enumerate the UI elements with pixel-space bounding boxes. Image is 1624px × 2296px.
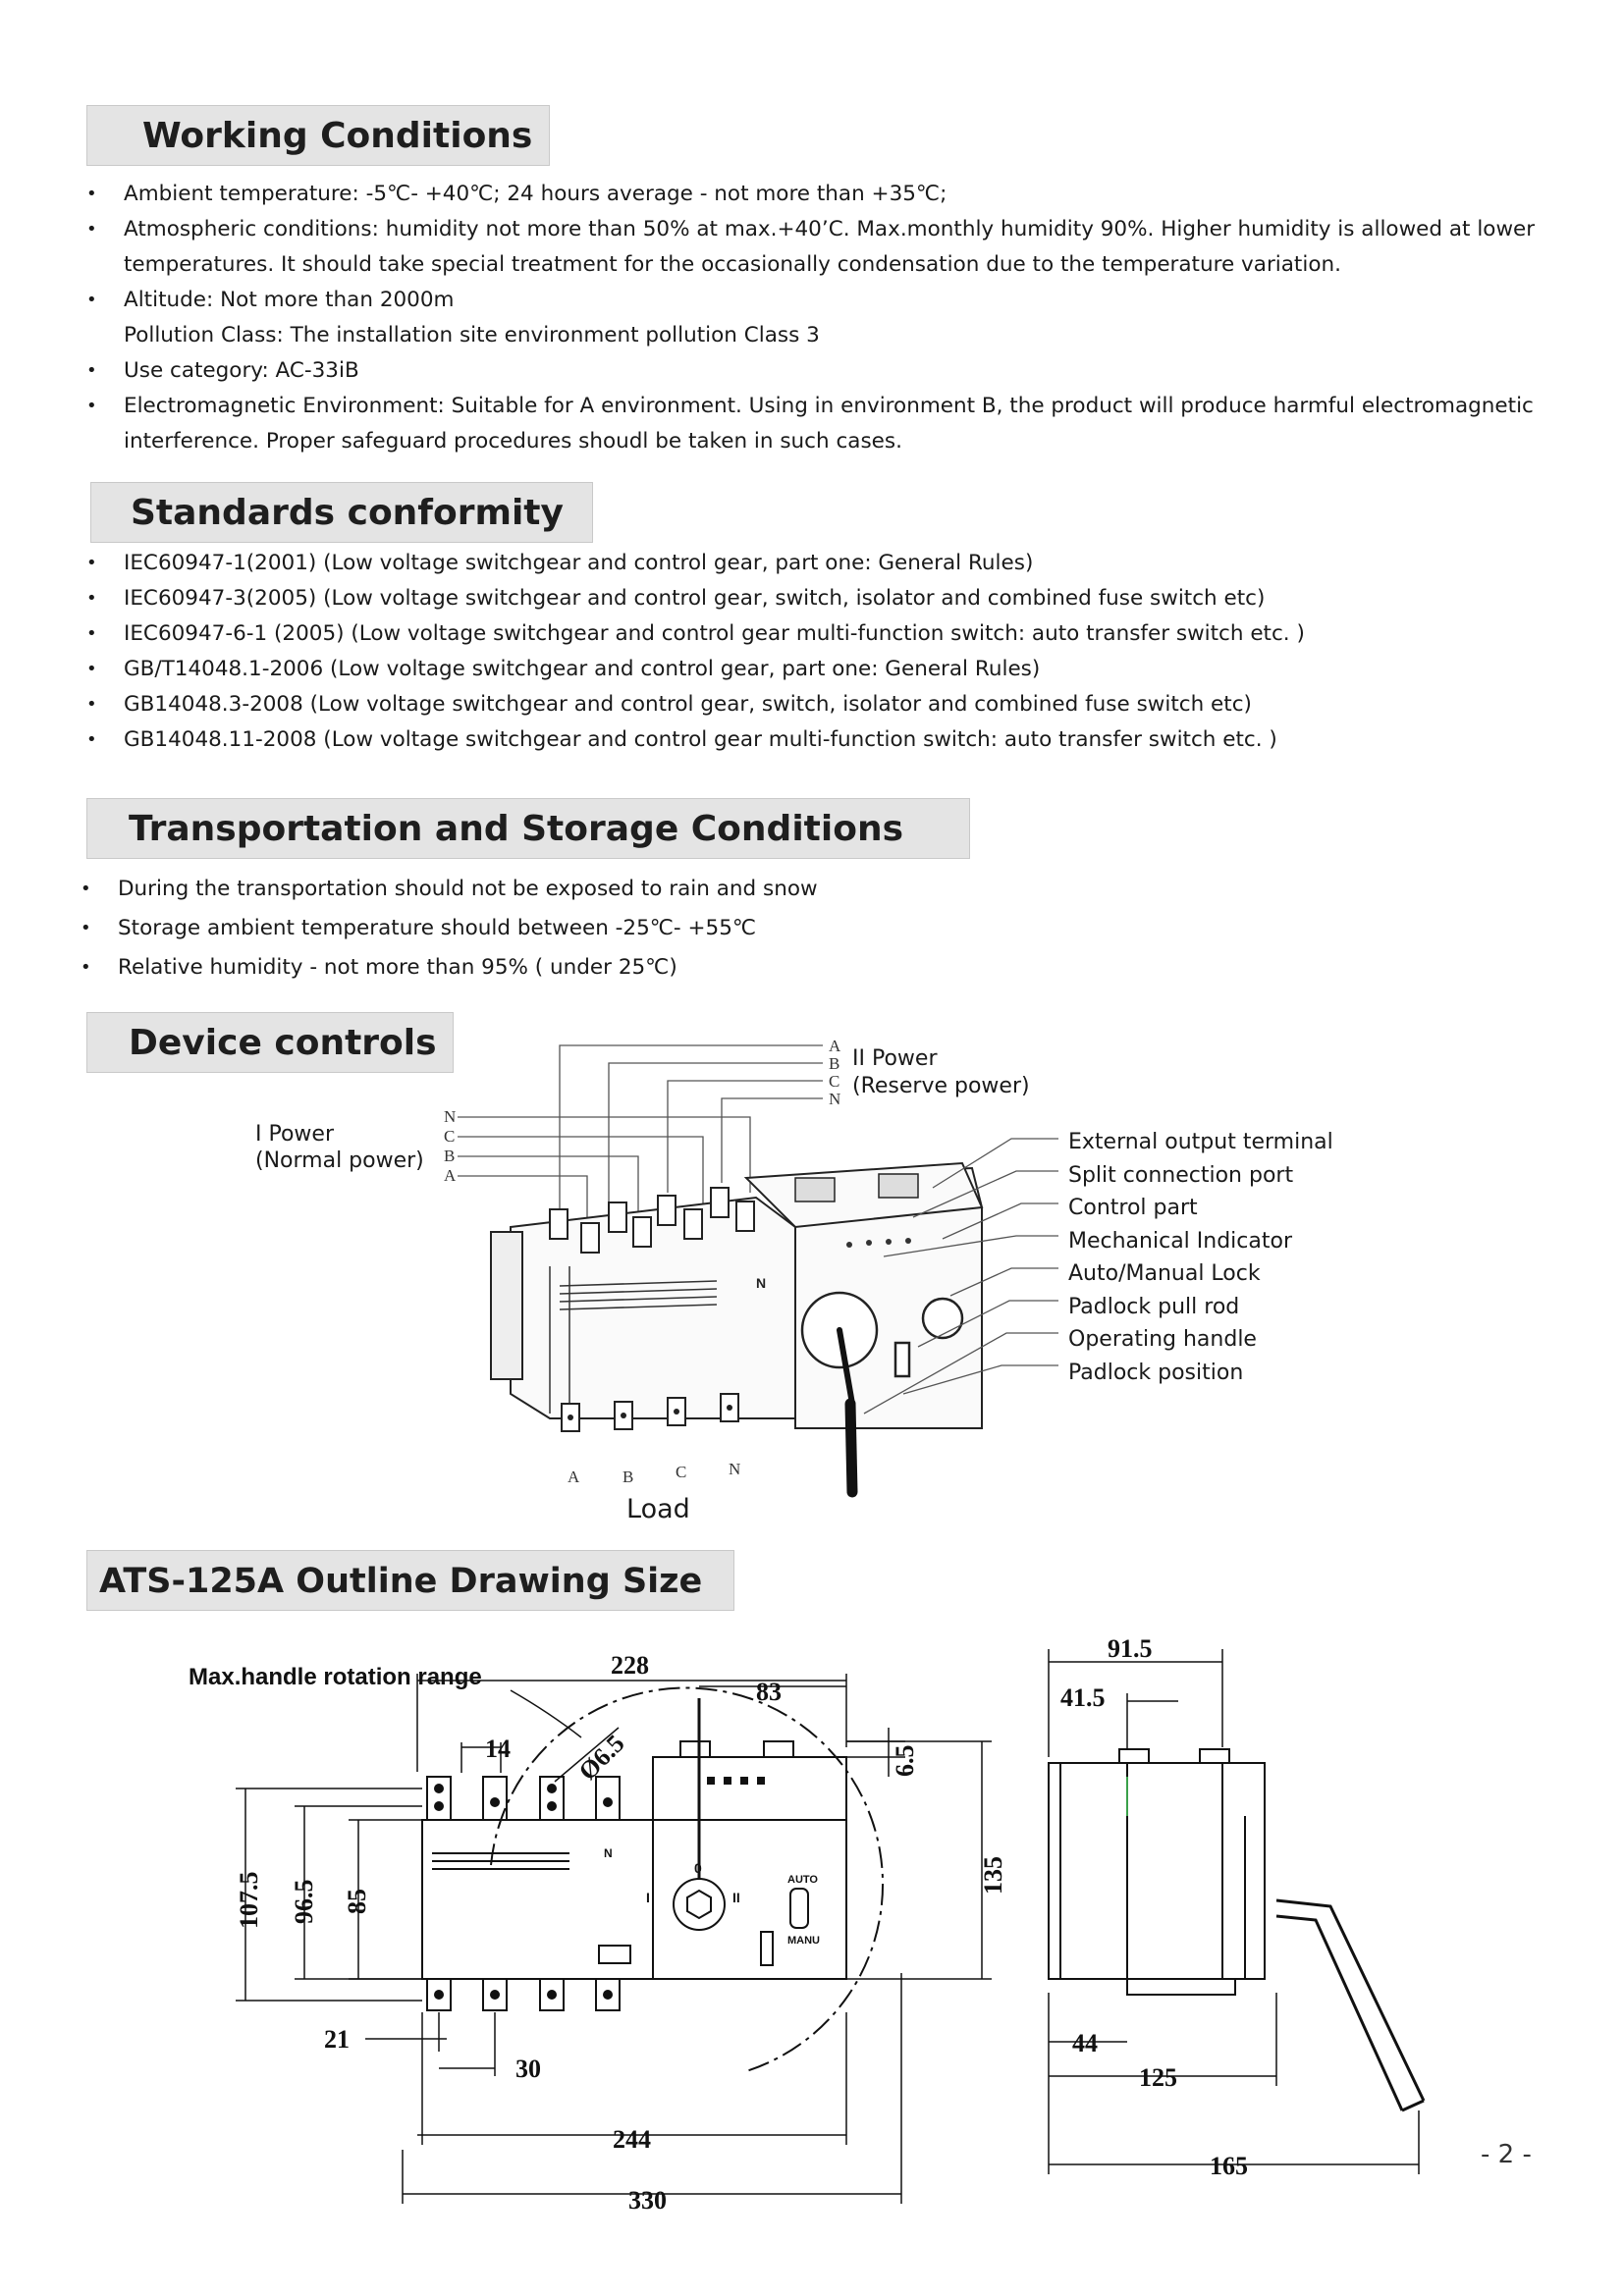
phase-label-bottom: N <box>729 1460 741 1478</box>
phase-label-left: N <box>444 1107 457 1126</box>
callout-operating-handle: Operating handle <box>1068 1327 1257 1352</box>
power-ii-sub-label: (Reserve power) <box>852 1074 1030 1098</box>
list-item: • Use category: AC-33iB <box>86 353 1579 389</box>
dim-83: 83 <box>756 1678 782 1706</box>
rotation-range-label: Max.handle rotation range <box>189 1664 482 1690</box>
dim-165: 165 <box>1210 2152 1248 2180</box>
dim-135: 135 <box>979 1856 1007 1895</box>
power-ii-label: II Power <box>852 1046 938 1071</box>
list-item: • Electromagnetic Environment: Suitable for A environment. Using in environment B, the product will produce harmful electromagnetic <box>86 389 1579 424</box>
dim-41-5: 41.5 <box>1060 1683 1106 1712</box>
outline-drawing-title: ATS-125A Outline Drawing Size <box>86 1550 734 1611</box>
dim-30: 30 <box>515 2055 541 2083</box>
list-item: • GB/T14048.1-2006 (Low voltage switchgear and control gear, part one: General Rules) <box>86 652 1579 687</box>
list-item: Pollution Class: The installation site environment pollution Class 3 <box>124 323 820 347</box>
list-item: • Ambient temperature: -5℃- +40℃; 24 hours average - not more than +35℃; <box>86 177 1579 212</box>
callout-auto-manual-lock: Auto/Manual Lock <box>1068 1261 1261 1286</box>
phase-label-left: C <box>444 1127 456 1146</box>
dim-96-5: 96.5 <box>290 1879 318 1924</box>
list-item: • Relative humidity - not more than 95% ( under 25℃) <box>81 948 1259 988</box>
phase-label-bottom: C <box>676 1463 687 1481</box>
list-item: • IEC60947-6-1 (2005) (Low voltage switchgear and control gear multi-function switch: auto transfer switch etc. ) <box>86 616 1579 652</box>
dim-228: 228 <box>611 1651 649 1680</box>
n-mark: N <box>604 1846 613 1860</box>
position-ii-label: II <box>732 1890 740 1905</box>
list-item: • Altitude: Not more than 2000m <box>86 283 1579 318</box>
callout-mechanical-indicator: Mechanical Indicator <box>1068 1228 1292 1254</box>
power-i-sub-label: (Normal power) <box>255 1148 424 1173</box>
callout-external-output-terminal: External output terminal <box>1068 1130 1333 1154</box>
list-item: temperatures. It should take special treatment for the occasionally condensation due to the temperature variation. <box>124 252 1341 277</box>
list-item: • During the transportation should not be exposed to rain and snow <box>81 870 1259 909</box>
manu-label: MANU <box>787 1935 820 1947</box>
dim-125: 125 <box>1139 2063 1177 2092</box>
auto-label: AUTO <box>787 1874 818 1886</box>
transport-title: Transportation and Storage Conditions <box>86 798 970 859</box>
list-item: • GB14048.11-2008 (Low voltage switchgear and control gear multi-function switch: auto transfer switch etc. ) <box>86 722 1579 758</box>
dim-6-5: 6.5 <box>891 1744 919 1777</box>
page-number: - 2 - <box>1481 2140 1532 2169</box>
phase-label-left: B <box>444 1147 456 1165</box>
dim-21: 21 <box>324 2025 350 2054</box>
dim-330: 330 <box>628 2186 667 2215</box>
list-item: • GB14048.3-2008 (Low voltage switchgear and control gear, switch, isolator and combined fuse switch etc) <box>86 687 1579 722</box>
dim-244: 244 <box>613 2125 651 2154</box>
load-label: Load <box>626 1494 690 1524</box>
phase-label-top: N <box>829 1090 841 1108</box>
list-item: • Atmospheric conditions: humidity not more than 50% at max.+40’C. Max.monthly humidity 90%. Higher humidity is allowed at lower <box>86 212 1579 247</box>
n-mark: N <box>756 1275 767 1291</box>
list-item: • IEC60947-1(2001) (Low voltage switchgear and control gear, part one: General Rules) <box>86 546 1579 581</box>
power-i-label: I Power <box>255 1122 334 1147</box>
phase-label-top: B <box>829 1054 840 1073</box>
list-item: • Storage ambient temperature should between -25℃- +55℃ <box>81 909 1259 948</box>
standards-title: Standards conformity <box>90 482 593 543</box>
phase-label-top: A <box>829 1037 841 1055</box>
callout-padlock-pull-rod: Padlock pull rod <box>1068 1294 1240 1319</box>
phase-label-bottom: B <box>623 1468 634 1486</box>
position-i-label: I <box>646 1890 650 1905</box>
callout-split-connection-port: Split connection port <box>1068 1162 1294 1188</box>
dim-91-5: 91.5 <box>1108 1634 1153 1663</box>
working-conditions-title: Working Conditions <box>86 105 550 166</box>
position-0-label: 0 <box>694 1860 702 1876</box>
dim-14: 14 <box>485 1735 511 1763</box>
phase-label-bottom: A <box>568 1468 580 1486</box>
callout-control-part: Control part <box>1068 1196 1198 1220</box>
phase-label-left: A <box>444 1166 457 1185</box>
dim-85: 85 <box>343 1889 371 1914</box>
dim-44: 44 <box>1072 2029 1098 2057</box>
device-controls-title: Device controls <box>86 1012 454 1073</box>
callout-padlock-position: Padlock position <box>1068 1360 1244 1385</box>
list-item: interference. Proper safeguard procedures shoudl be taken in such cases. <box>124 429 902 454</box>
phase-label-top: C <box>829 1072 840 1091</box>
list-item: • IEC60947-3(2005) (Low voltage switchgear and control gear, switch, isolator and combined fuse switch etc) <box>86 581 1579 616</box>
dim-107-5: 107.5 <box>235 1871 263 1929</box>
dim-hole-6-5: Ø6.5 <box>572 1729 630 1787</box>
